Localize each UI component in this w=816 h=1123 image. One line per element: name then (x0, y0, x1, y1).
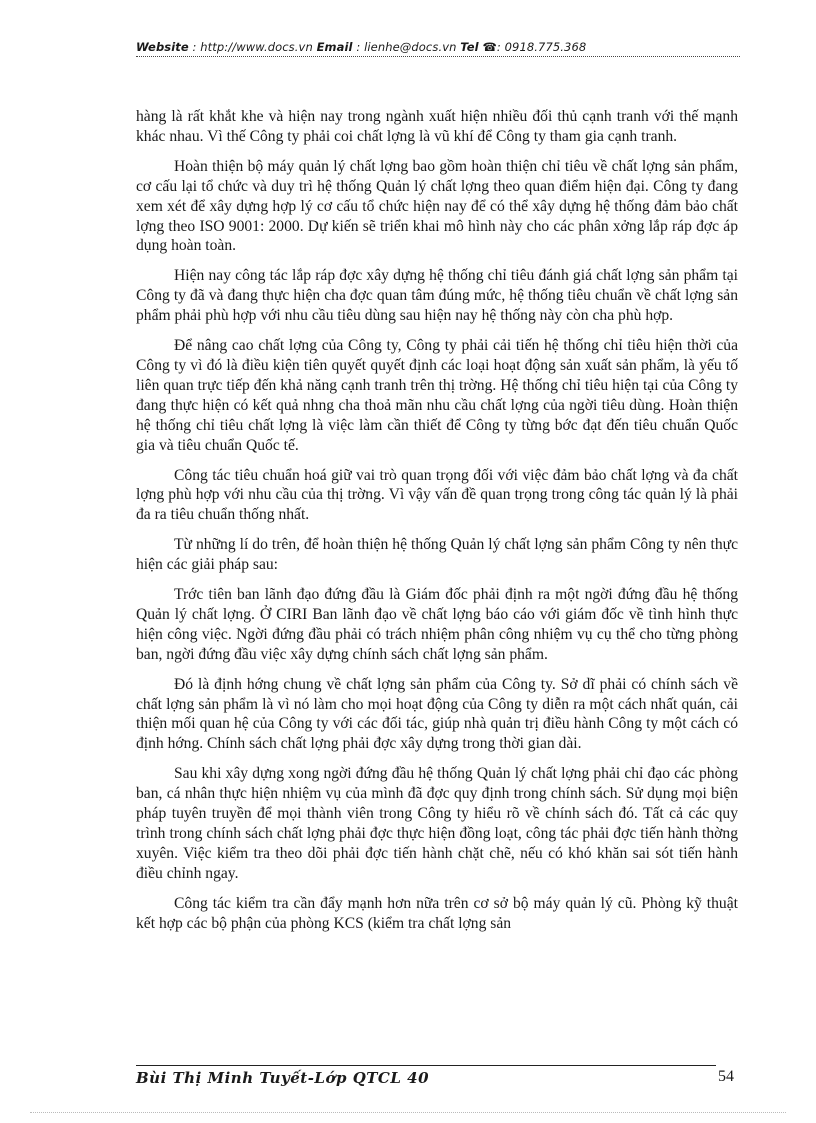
footer-divider (136, 1065, 716, 1066)
footer-author: Bùi Thị Minh Tuyết-Lớp QTCL 40 (136, 1069, 430, 1087)
paragraph: Trớc tiên ban lãnh đạo đứng đầu là Giám đốc phải định ra một ngời đứng đầu hệ thống Quản lý chất lợng. Ở CIRI Ban lãnh đạo về chất lợng báo cáo với giám đốc về tình hình thực hiện công việc. Ngời đứng đầu phải có trách nhiệm phân công nhiệm vụ cụ thể cho từng phòng ban, ngời đứng đầu việc xây dựng chính sách chất lợng sản phẩm. (136, 586, 738, 663)
paragraph: hàng là rất khắt khe và hiện nay trong ngành xuất hiện nhiều đối thủ cạnh tranh với thế mạnh khác nhau. Vì thế Công ty phải coi chất lợng là vũ khí để Công ty tham gia cạnh tranh. (136, 108, 738, 145)
paragraph: Từ những lí do trên, để hoàn thiện hệ thống Quản lý chất lợng sản phẩm Công ty nên thực hiện các giải pháp sau: (136, 536, 738, 574)
paragraph: Để nâng cao chất lợng của Công ty, Công ty phải cải tiến hệ thống chỉ tiêu hiện thời của Công ty vì đó là điều kiện tiên quyết quyết định các loại hoạt động sản xuất sản phẩm, là yếu tố liên quan trực tiếp đến khả năng cạnh tranh trên thị trờng. Hệ thống chỉ tiêu hiện tại của Công ty đang thực hiện có kết quả nhng cha thoả mãn nhu cầu chất lợng của ngời tiêu dùng. Hoàn thiện hệ thống chỉ tiêu chất lợng là việc làm cần thiết để Công ty từng bớc đạt đến tiêu chuẩn Quốc gia và tiêu chuẩn Quốc tế. (136, 337, 738, 454)
paragraph: Sau khi xây dựng xong ngời đứng đầu hệ thống Quản lý chất lợng phải chỉ đạo các phòng ban, cá nhân thực hiện nhiệm vụ của mình đã đợc quy định trong chính sách. Sử dụng mọi biện pháp tuyên truyền để mọi thành viên trong Công ty hiểu rõ về chính sách đó. Tất cả các quy trình trong chính sách chất lợng phải đợc thực hiện đồng loạt, công tác phải đợc tiến hành thờng xuyên. Việc kiểm tra theo dõi phải đợc tiến hành chặt chẽ, nếu có khó khăn sai sót tiến hành điều chỉnh ngay. (136, 765, 738, 882)
paragraph: Đó là định hớng chung về chất lợng sản phẩm của Công ty. Sở dĩ phải có chính sách về chất lợng sản phẩm là vì nó làm cho mọi hoạt động của Công ty diễn ra một cách nhất quán, cải thiện mối quan hệ của Công ty với các đối tác, giúp nhà quản trị điều hành Công ty một cách có định hớng. Chính sách chất lợng phải đợc xây dựng trong thời gian dài. (136, 675, 738, 753)
header-divider (136, 56, 740, 57)
phone-icon: ☎ (482, 40, 497, 54)
website-value: : http://www.docs.vn (192, 40, 313, 54)
website-label: Website (136, 40, 189, 54)
page-bottom-border (30, 1112, 786, 1113)
paragraph: Hoàn thiện bộ máy quản lý chất lợng bao gồm hoàn thiện chỉ tiêu về chất lợng sản phẩm, cơ cấu lại tổ chức và duy trì hệ thống Quản lý chất lợng theo quan điểm hiện đại. Công ty đang xem xét để xây dựng hợp lý cơ cấu tổ chức hiện nay để có thể xây dựng hệ thống đảm bảo chất lợng theo ISO 9001: 2000. Dự kiến sẽ triển khai mô hình này cho các phân xởng lắp ráp đợc áp dụng hoàn toàn. (136, 157, 738, 255)
email-label: Email (316, 40, 353, 54)
tel-label: Tel (460, 40, 479, 54)
paragraph: Hiện nay công tác lắp ráp đợc xây dựng hệ thống chỉ tiêu đánh giá chất lợng sản phẩm tại Công ty đã và đang thực hiện cha đợc quan tâm đúng mức, hệ thống tiêu chuẩn về chất lợng sản phẩm phải phù hợp với nhu cầu tiêu dùng sau hiện nay hệ thống này còn cha phù hợp. (136, 267, 738, 325)
paragraph: Công tác kiểm tra cần đẩy mạnh hơn nữa trên cơ sở bộ máy quản lý cũ. Phòng kỹ thuật kết hợp các bộ phận của phòng KCS (kiểm tra chất lợng sản (136, 894, 738, 932)
document-body (136, 107, 738, 944)
tel-value: : 0918.775.368 (496, 40, 587, 54)
paragraph: Công tác tiêu chuẩn hoá giữ vai trò quan trọng đối với việc đảm bảo chất lợng và đa chất lợng phù hợp với nhu cầu của thị trờng. Vì vậy vấn đề quan trọng trong công tác quản lý là phải đa ra tiêu chuẩn thống nhất. (136, 466, 738, 524)
page-header (136, 40, 736, 54)
email-value: : lienhe@docs.vn (356, 40, 457, 54)
page-number: 54 (718, 1068, 734, 1085)
